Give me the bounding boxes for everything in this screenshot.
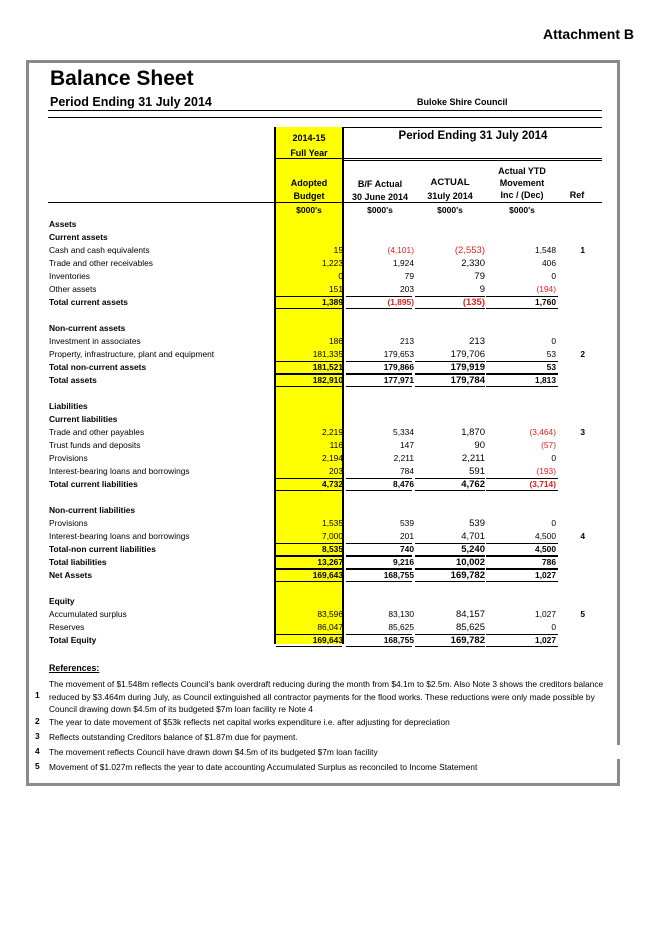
- actual-value: 1,870: [461, 427, 485, 438]
- row-label: Reserves: [49, 622, 85, 632]
- ytd-movement-value: 1,027: [535, 635, 556, 645]
- year-label: 2014-15: [292, 133, 326, 143]
- bf-actual-value: 168,755: [383, 570, 414, 580]
- row-label: Total assets: [49, 375, 97, 385]
- ytd-movement-value: (194): [536, 284, 556, 294]
- period-heading: Period Ending 31 July 2014: [398, 130, 548, 142]
- actual-value: 10,002: [455, 557, 485, 568]
- row-label: Non-current assets: [49, 323, 126, 333]
- total-rule: [486, 634, 558, 635]
- budget-total-rule: [276, 374, 342, 375]
- bf-actual-value: 201: [400, 531, 414, 541]
- row-label: Trade and other payables: [49, 427, 145, 437]
- row-label: Total current liabilities: [49, 479, 138, 489]
- total-rule: [346, 374, 412, 375]
- budget-value: 186: [329, 336, 343, 346]
- ref-number: 2: [580, 349, 585, 359]
- budget-value: 182,910: [312, 375, 343, 385]
- unit-actual: $000's: [437, 205, 463, 215]
- header-mid-line-2: [344, 160, 602, 161]
- table-row: [49, 452, 602, 465]
- actual-value: 169,782: [450, 635, 485, 646]
- actual-value: 79: [474, 271, 485, 282]
- bf-actual-header: [348, 178, 412, 203]
- table-row: [49, 439, 602, 452]
- ytd-label-1: Actual YTD: [498, 166, 546, 176]
- budget-value: 8,535: [322, 544, 343, 554]
- table-row: [49, 270, 602, 283]
- bf-actual-label: B/F Actual: [357, 179, 403, 189]
- row-label: Assets: [49, 219, 77, 229]
- budget-value: 7,000: [322, 531, 343, 541]
- actual-value: 179,784: [450, 375, 485, 386]
- ytd-movement-value: (3,714): [529, 479, 556, 489]
- bf-actual-value: 539: [400, 518, 414, 528]
- bf-actual-value: (1,895): [387, 297, 414, 307]
- row-label: Interest-bearing loans and borrowings: [49, 531, 190, 541]
- unit-ytd: $000's: [509, 205, 535, 215]
- table-row: [49, 257, 602, 270]
- budget-value: 13,267: [317, 557, 343, 567]
- total-rule: [486, 361, 558, 362]
- row-label: Trust funds and deposits: [49, 440, 141, 450]
- actual-value: 213: [469, 336, 485, 347]
- total-rule: [486, 556, 558, 557]
- ref-number: 4: [580, 531, 585, 541]
- budget-value: 116: [329, 440, 343, 450]
- total-rule: [415, 646, 485, 647]
- bf-actual-value: 85,625: [388, 622, 414, 632]
- budget-total-rule: [276, 361, 342, 362]
- actual-value: 2,330: [461, 258, 485, 269]
- title-rule: [48, 110, 602, 111]
- budget-value: 169,643: [312, 570, 343, 580]
- budget-total-rule: [276, 478, 342, 479]
- actual-value: 4,701: [461, 531, 485, 542]
- budget-value: 4,732: [322, 479, 343, 489]
- budget-value: 2,194: [322, 453, 343, 463]
- actual-value: 169,782: [450, 570, 485, 581]
- ytd-movement-value: 53: [546, 349, 556, 359]
- total-rule: [486, 646, 558, 647]
- total-rule: [415, 556, 485, 557]
- row-label: Non-current liabilities: [49, 505, 136, 515]
- table-row: [49, 322, 602, 335]
- header-year: [278, 132, 340, 159]
- ytd-movement-value: 1,027: [535, 570, 556, 580]
- actual-value: 85,625: [455, 622, 485, 633]
- row-label: Current liabilities: [49, 414, 118, 424]
- row-label: Investment in associates: [49, 336, 141, 346]
- row-label: Equity: [49, 596, 75, 606]
- bf-actual-value: 213: [400, 336, 414, 346]
- actual-value: 539: [469, 518, 485, 529]
- row-label: Accumulated surplus: [49, 609, 127, 619]
- table-row: [49, 335, 602, 348]
- adopted-label: Adopted: [290, 178, 328, 188]
- ref-number: 5: [580, 609, 585, 619]
- budget-value: 0: [338, 271, 343, 281]
- ytd-movement-value: 1,760: [535, 297, 556, 307]
- budget-value: 151: [329, 284, 343, 294]
- row-label: Provisions: [49, 518, 88, 528]
- total-rule: [346, 634, 412, 635]
- ytd-movement-value: 1,548: [535, 245, 556, 255]
- ref-header: Ref: [569, 190, 585, 200]
- reference-text: The movement reflects Council have drawn down $4.5m of its budgeted $7m loan facility: [49, 747, 378, 757]
- total-rule: [415, 361, 485, 362]
- actual-value: 5,240: [461, 544, 485, 555]
- bf-actual-value: 177,971: [383, 375, 414, 385]
- bf-actual-value: (4,101): [387, 245, 414, 255]
- bf-actual-value: 1,924: [393, 258, 414, 268]
- actual-value: 84,157: [455, 609, 485, 620]
- bf-actual-value: 740: [400, 544, 414, 554]
- total-rule: [415, 478, 485, 479]
- actual-value: 179,706: [450, 349, 485, 360]
- reference-text: The movement of $1.548m reflects Council's bank overdraft reducing during the month from $4.1m to $2.5m. Also Note 3 shows the creditors balance reduced by $3.464m during July, as Council extinguished all contractor payments for the flood works. These reductions were only made possible by Council drawing down $4.5m of its budgeted $7m loan facility re Note 4: [49, 679, 604, 714]
- bf-actual-value: 168,755: [383, 635, 414, 645]
- ytd-movement-value: 0: [551, 336, 556, 346]
- council-name: Buloke Shire Council: [417, 97, 508, 107]
- budget-value: 83,596: [317, 609, 343, 619]
- total-rule: [346, 646, 412, 647]
- budget-total-rule: [276, 646, 342, 647]
- bf-actual-value: 203: [400, 284, 414, 294]
- row-label: Total current assets: [49, 297, 128, 307]
- row-label: Trade and other receivables: [49, 258, 153, 268]
- row-label: Other assets: [49, 284, 97, 294]
- table-row: [49, 309, 602, 322]
- ytd-movement-value: 53: [546, 362, 556, 372]
- total-rule: [346, 478, 412, 479]
- bf-actual-value: 179,653: [383, 349, 414, 359]
- full-year-label: Full Year: [290, 148, 328, 158]
- references-title: References:: [49, 663, 100, 673]
- bf-actual-value: 5,334: [393, 427, 414, 437]
- total-rule: [486, 296, 558, 297]
- reference-number: 1: [35, 690, 40, 700]
- reference-text: Reflects outstanding Creditors balance of $1.87m due for payment.: [49, 732, 298, 742]
- header-mid-line: [344, 158, 602, 159]
- budget-value: 1,389: [322, 297, 343, 307]
- ytd-movement-value: 0: [551, 518, 556, 528]
- ytd-header: [490, 165, 554, 201]
- table-row: [49, 504, 602, 517]
- bf-actual-value: 79: [404, 271, 414, 281]
- total-rule: [346, 296, 412, 297]
- reference-text: The year to date movement of $53k reflects net capital works expenditure i.e. after adjusting for depreciation: [49, 717, 450, 727]
- total-rule: [415, 634, 485, 635]
- ref-number: 3: [580, 427, 585, 437]
- ytd-movement-value: 0: [551, 622, 556, 632]
- budget-total-rule: [276, 543, 342, 544]
- adopted-budget-header: [278, 177, 340, 202]
- actual-header: [416, 177, 484, 202]
- bf-actual-value: 784: [400, 466, 414, 476]
- row-label: Cash and cash equivalents: [49, 245, 150, 255]
- table-row: [49, 244, 602, 257]
- budget-total-rule: [276, 296, 342, 297]
- ytd-movement-value: 0: [551, 453, 556, 463]
- row-label: Total-non current liabilities: [49, 544, 156, 554]
- ytd-movement-value: 4,500: [535, 544, 556, 554]
- budget-value: 169,643: [312, 635, 343, 645]
- ytd-movement-value: 1,027: [535, 609, 556, 619]
- actual-value: 9: [479, 284, 485, 295]
- attachment-label: Attachment B: [542, 26, 634, 42]
- bf-actual-value: 9,216: [393, 557, 414, 567]
- row-label: Property, infrastructure, plant and equipment: [49, 349, 215, 359]
- table-row: [49, 400, 602, 413]
- budget-value: 15: [333, 245, 343, 255]
- bf-date-label: 30 June 2014: [351, 192, 409, 202]
- header-bottom-line: [48, 202, 602, 203]
- page-title: Balance Sheet: [50, 67, 194, 90]
- table-row: [49, 530, 602, 543]
- table-row: [49, 491, 602, 504]
- row-label: Current assets: [49, 232, 108, 242]
- ytd-movement-value: (57): [541, 440, 556, 450]
- period-subtitle: Period Ending 31 July 2014: [50, 95, 212, 109]
- ytd-movement-value: (193): [536, 466, 556, 476]
- bf-actual-value: 179,866: [383, 362, 414, 372]
- ytd-label-3: Inc / (Dec): [500, 190, 544, 200]
- budget-value: 181,335: [312, 349, 343, 359]
- budget-value: 86,047: [317, 622, 343, 632]
- table-row: [49, 608, 602, 621]
- budget-total-rule: [276, 634, 342, 635]
- row-label: Interest-bearing loans and borrowings: [49, 466, 190, 476]
- total-rule: [486, 543, 558, 544]
- row-label: Provisions: [49, 453, 88, 463]
- budget-value: 1,535: [322, 518, 343, 528]
- actual-value: 4,762: [461, 479, 485, 490]
- reference-number: 2: [35, 716, 40, 726]
- table-row: [49, 231, 602, 244]
- ytd-movement-value: 1,813: [535, 375, 556, 385]
- ytd-movement-value: 4,500: [535, 531, 556, 541]
- table-row: [49, 413, 602, 426]
- actual-label: ACTUAL: [430, 177, 470, 188]
- frame-gap: [617, 745, 623, 759]
- actual-value: 2,211: [461, 453, 485, 464]
- unit-bf: $000's: [367, 205, 393, 215]
- total-rule: [486, 374, 558, 375]
- table-row: [49, 517, 602, 530]
- total-rule: [415, 374, 485, 375]
- budget-total-rule: [276, 569, 342, 570]
- reference-number: 3: [35, 731, 40, 741]
- budget-value: 2,219: [322, 427, 343, 437]
- total-rule: [346, 361, 412, 362]
- ytd-movement-value: (3,464): [529, 427, 556, 437]
- table-row: [49, 218, 602, 231]
- actual-value: (135): [462, 297, 485, 308]
- table-row: [49, 426, 602, 439]
- total-rule: [415, 569, 485, 570]
- bf-actual-value: 8,476: [393, 479, 414, 489]
- ytd-movement-value: 786: [542, 557, 556, 567]
- actual-value: (2,553): [454, 245, 485, 256]
- bf-actual-value: 147: [400, 440, 414, 450]
- table-row: [49, 283, 602, 296]
- total-rule: [415, 296, 485, 297]
- table-row: [49, 465, 602, 478]
- row-label: Inventories: [49, 271, 90, 281]
- title-rule-2: [48, 117, 602, 118]
- bf-actual-value: 83,130: [388, 609, 414, 619]
- bf-actual-value: 2,211: [393, 453, 414, 463]
- actual-value: 179,919: [450, 362, 485, 373]
- table-row: [49, 595, 602, 608]
- ytd-label-2: Movement: [499, 178, 545, 188]
- ytd-movement-value: 0: [551, 271, 556, 281]
- reference-number: 5: [35, 761, 40, 771]
- row-label: Total Equity: [49, 635, 97, 645]
- table-row: [49, 582, 602, 595]
- actual-value: 591: [469, 466, 485, 477]
- budget-total-rule: [276, 556, 342, 557]
- row-label: Liabilities: [49, 401, 88, 411]
- unit-budget: $000's: [296, 205, 322, 215]
- budget-label: Budget: [293, 191, 325, 201]
- reference-number: 4: [35, 746, 40, 756]
- ref-number: 1: [580, 245, 585, 255]
- total-rule: [486, 478, 558, 479]
- row-label: Total non-current assets: [49, 362, 147, 372]
- actual-date-label: 31uly 2014: [427, 191, 473, 201]
- table-row: [49, 348, 602, 361]
- total-rule: [415, 543, 485, 544]
- budget-value: 203: [329, 466, 343, 476]
- total-rule: [346, 556, 412, 557]
- row-label: Total liabilities: [49, 557, 107, 567]
- table-row: [49, 621, 602, 634]
- total-rule: [346, 569, 412, 570]
- table-row: [49, 387, 602, 400]
- header-top-line: [344, 127, 602, 128]
- budget-value: 1,223: [322, 258, 343, 268]
- row-label: Net Assets: [49, 570, 92, 580]
- ytd-movement-value: 406: [542, 258, 556, 268]
- total-rule: [346, 543, 412, 544]
- actual-value: 90: [474, 440, 485, 451]
- budget-value: 181,521: [312, 362, 343, 372]
- reference-text: Movement of $1.027m reflects the year to date accounting Accumulated Surplus as reconciled to Income Statement: [49, 762, 478, 772]
- total-rule: [486, 569, 558, 570]
